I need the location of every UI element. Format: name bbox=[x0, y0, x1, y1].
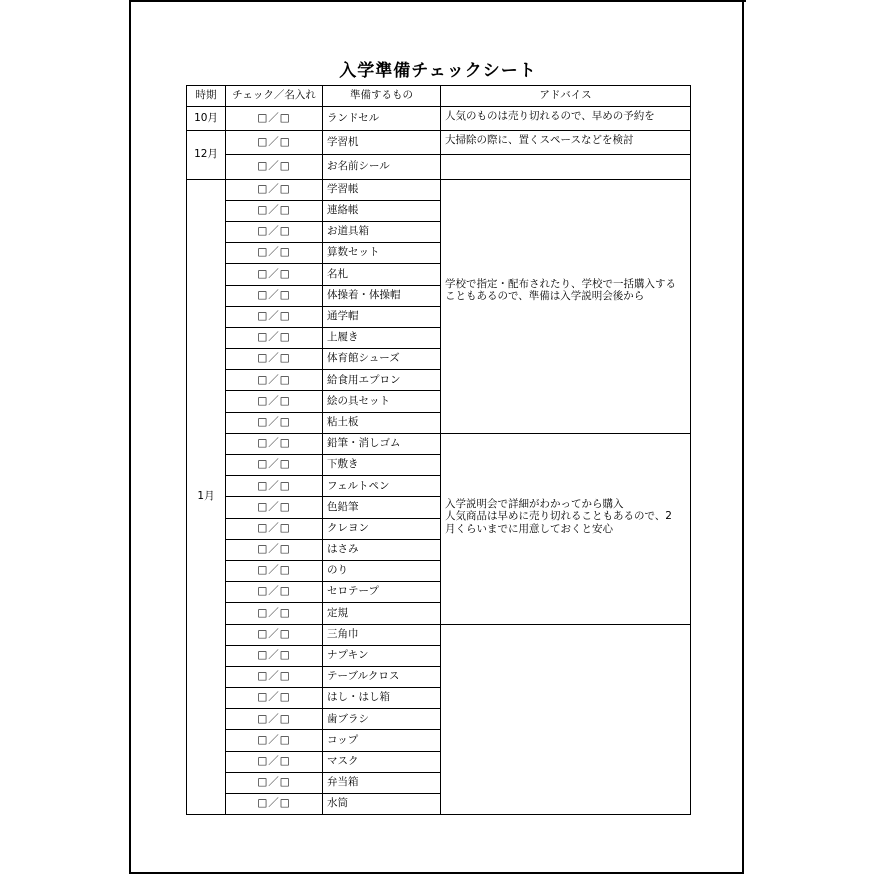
advice-cell bbox=[441, 433, 691, 624]
check-box-cell[interactable]: □／□ bbox=[226, 221, 323, 242]
item-cell: 学習机 bbox=[323, 131, 441, 155]
item-cell: 体育館シューズ bbox=[323, 349, 441, 370]
check-box-cell[interactable]: □／□ bbox=[226, 107, 323, 131]
table-row bbox=[187, 179, 691, 200]
check-box-cell[interactable]: □／□ bbox=[226, 709, 323, 730]
item-cell: 歯ブラシ bbox=[323, 709, 441, 730]
advice-cell bbox=[441, 624, 691, 815]
check-box-cell[interactable]: □／□ bbox=[226, 200, 323, 221]
item-cell: 鉛筆・消しゴム bbox=[323, 433, 441, 454]
item-cell: 三角巾 bbox=[323, 624, 441, 645]
advice-cell: 人気のものは売り切れるので、早めの予約を bbox=[441, 107, 691, 131]
check-box-cell[interactable]: □／□ bbox=[226, 582, 323, 603]
check-box-cell[interactable]: □／□ bbox=[226, 730, 323, 751]
check-box-cell[interactable]: □／□ bbox=[226, 772, 323, 793]
check-box-cell[interactable]: □／□ bbox=[226, 794, 323, 815]
check-box-cell[interactable]: □／□ bbox=[226, 391, 323, 412]
check-box-cell[interactable]: □／□ bbox=[226, 476, 323, 497]
table-row bbox=[187, 433, 691, 454]
advice-cell: 大掃除の際に、置くスペースなどを検討 bbox=[441, 131, 691, 155]
check-box-cell[interactable]: □／□ bbox=[226, 666, 323, 687]
item-cell: 弁当箱 bbox=[323, 772, 441, 793]
header-item: 準備するもの bbox=[323, 86, 441, 107]
table-row bbox=[187, 155, 691, 179]
check-box-cell[interactable]: □／□ bbox=[226, 433, 323, 454]
item-cell: 通学帽 bbox=[323, 306, 441, 327]
period-cell: 10月 bbox=[187, 107, 226, 131]
item-cell: お道具箱 bbox=[323, 221, 441, 242]
check-box-cell[interactable]: □／□ bbox=[226, 645, 323, 666]
check-box-cell[interactable]: □／□ bbox=[226, 349, 323, 370]
table-header-row bbox=[187, 86, 691, 107]
item-cell: お名前シール bbox=[323, 155, 441, 179]
check-box-cell[interactable]: □／□ bbox=[226, 560, 323, 581]
advice-line: 学校で指定・配布されたり、学校で一括購入する bbox=[445, 277, 676, 290]
advice-line: 入学説明会で詳細がわかってから購入 bbox=[445, 497, 624, 510]
checklist-table bbox=[186, 85, 691, 815]
item-cell: 連絡帳 bbox=[323, 200, 441, 221]
check-box-cell[interactable]: □／□ bbox=[226, 624, 323, 645]
check-box-cell[interactable]: □／□ bbox=[226, 751, 323, 772]
item-cell: テーブルクロス bbox=[323, 666, 441, 687]
item-cell: 上履き bbox=[323, 327, 441, 348]
check-box-cell[interactable]: □／□ bbox=[226, 327, 323, 348]
header-advice: アドバイス bbox=[441, 86, 691, 107]
item-cell: 給食用エプロン bbox=[323, 370, 441, 391]
header-check: チェック／名入れ bbox=[226, 86, 323, 107]
advice-line: 月くらいまでに用意しておくと安心 bbox=[445, 522, 613, 535]
check-box-cell[interactable]: □／□ bbox=[226, 179, 323, 200]
advice-cell bbox=[441, 155, 691, 179]
item-cell: はさみ bbox=[323, 539, 441, 560]
item-cell: はし・はし箱 bbox=[323, 688, 441, 709]
advice-line: こともあるので、準備は入学説明会後から bbox=[445, 290, 645, 303]
check-box-cell[interactable]: □／□ bbox=[226, 285, 323, 306]
check-box-cell[interactable]: □／□ bbox=[226, 603, 323, 624]
item-cell: セロテープ bbox=[323, 582, 441, 603]
item-cell: 水筒 bbox=[323, 794, 441, 815]
item-cell: 算数セット bbox=[323, 243, 441, 264]
check-box-cell[interactable]: □／□ bbox=[226, 539, 323, 560]
check-box-cell[interactable]: □／□ bbox=[226, 155, 323, 179]
check-box-cell[interactable]: □／□ bbox=[226, 131, 323, 155]
item-cell: マスク bbox=[323, 751, 441, 772]
check-box-cell[interactable]: □／□ bbox=[226, 518, 323, 539]
item-cell: ナプキン bbox=[323, 645, 441, 666]
item-cell: コップ bbox=[323, 730, 441, 751]
item-cell: 学習帳 bbox=[323, 179, 441, 200]
check-box-cell[interactable]: □／□ bbox=[226, 306, 323, 327]
item-cell: 粘土板 bbox=[323, 412, 441, 433]
check-box-cell[interactable]: □／□ bbox=[226, 243, 323, 264]
item-cell: 体操着・体操帽 bbox=[323, 285, 441, 306]
item-cell: 下敷き bbox=[323, 455, 441, 476]
item-cell: 色鉛筆 bbox=[323, 497, 441, 518]
check-box-cell[interactable]: □／□ bbox=[226, 688, 323, 709]
table-row bbox=[187, 624, 691, 645]
check-box-cell[interactable]: □／□ bbox=[226, 264, 323, 285]
check-box-cell[interactable]: □／□ bbox=[226, 412, 323, 433]
table-row bbox=[187, 107, 691, 131]
advice-text bbox=[445, 277, 686, 311]
item-cell: フェルトペン bbox=[323, 476, 441, 497]
item-cell: ランドセル bbox=[323, 107, 441, 131]
advice-line: 人気商品は早めに売り切れることもあるので、2 bbox=[445, 510, 672, 523]
period-cell: 1月 bbox=[187, 179, 226, 815]
item-cell: のり bbox=[323, 560, 441, 581]
item-cell: 絵の具セット bbox=[323, 391, 441, 412]
check-box-cell[interactable]: □／□ bbox=[226, 370, 323, 391]
check-box-cell[interactable]: □／□ bbox=[226, 455, 323, 476]
item-cell: 定規 bbox=[323, 603, 441, 624]
item-cell: クレヨン bbox=[323, 518, 441, 539]
document-title: 入学準備チェックシート bbox=[339, 61, 537, 81]
advice-cell bbox=[441, 179, 691, 433]
table-body bbox=[187, 107, 691, 815]
header-period: 時期 bbox=[187, 86, 226, 107]
table-row bbox=[187, 131, 691, 155]
check-box-cell[interactable]: □／□ bbox=[226, 497, 323, 518]
item-cell: 名札 bbox=[323, 264, 441, 285]
advice-text bbox=[445, 497, 686, 542]
period-cell: 12月 bbox=[187, 131, 226, 179]
